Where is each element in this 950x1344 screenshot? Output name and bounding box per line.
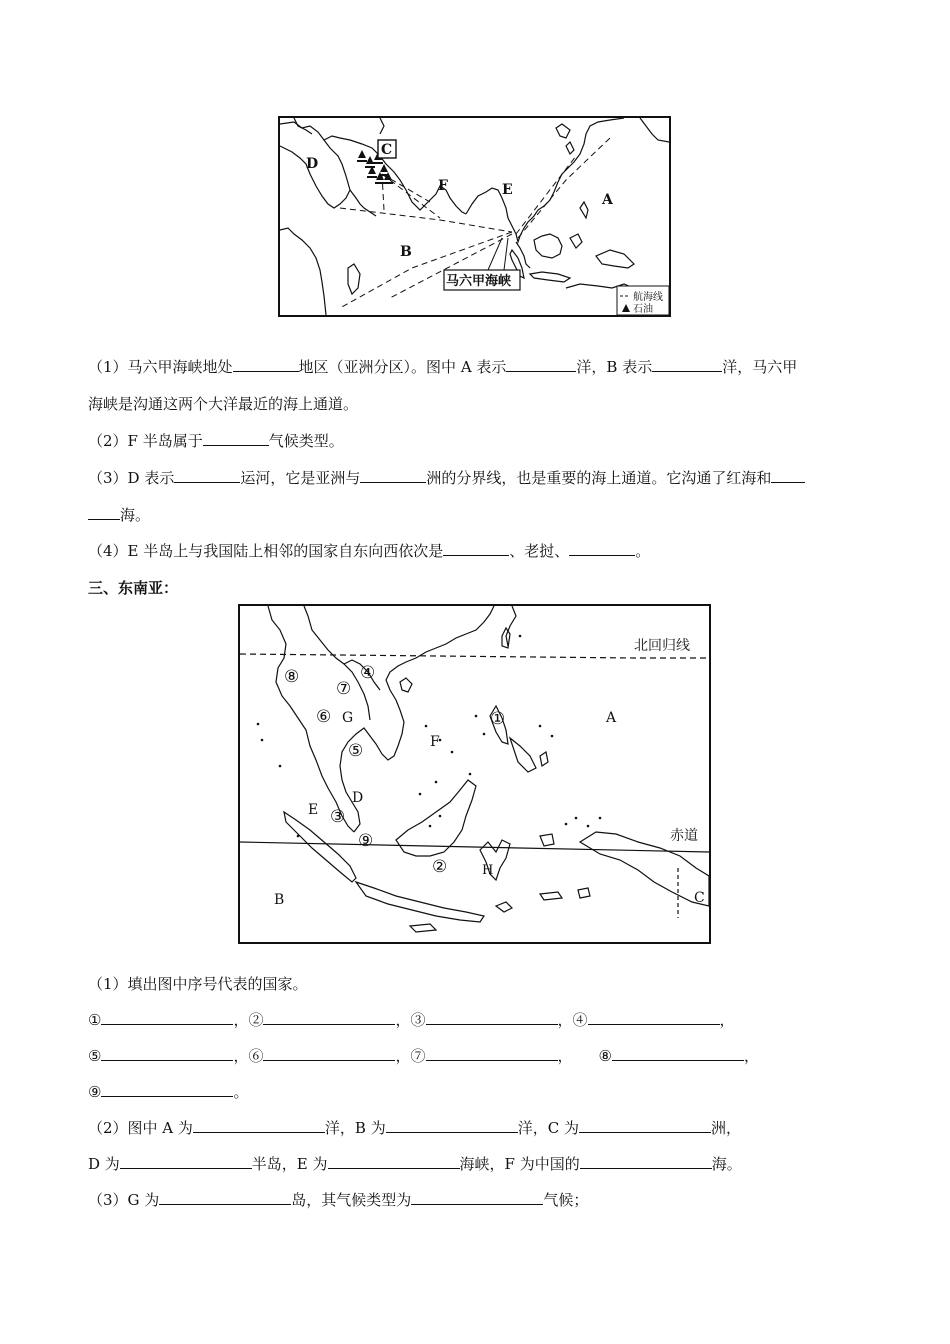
q2-part2-line1: （2）图中 A 为 洋，B 为 洋，C 为 洲， [88, 1119, 741, 1137]
blank[interactable] [233, 356, 299, 372]
label-b: B [400, 244, 412, 260]
marker-8: ⑧ [284, 667, 300, 687]
marker-5: ⑤ [348, 741, 364, 761]
blank[interactable] [120, 1153, 252, 1169]
label-d: D [352, 790, 364, 806]
blank[interactable] [652, 356, 722, 372]
blank[interactable] [193, 1117, 325, 1133]
section-title: 三、东南亚： [88, 579, 179, 597]
label-c: C [694, 890, 705, 906]
marker-2: ② [432, 857, 448, 877]
marker-9: ⑨ [358, 831, 374, 851]
q1-line1: （1）马六甲海峡地处 地区（亚洲分区）。图中 A 表示 洋，B 表示 洋，马六甲 [88, 358, 798, 376]
tropic-label: 北回归线 [634, 638, 690, 654]
label-e: E [502, 182, 513, 198]
label-f: F [430, 734, 440, 750]
q2-row2: ⑤ ，⑥ ，⑦ ， ⑧ ， [88, 1047, 759, 1065]
q2-intro: （1）填出图中序号代表的国家。 [88, 975, 308, 993]
label-g: G [342, 710, 354, 726]
q2-row1: ① ，② ，③ ，④ ， [88, 1011, 735, 1029]
legend-oil: 石油 [633, 304, 653, 315]
blank[interactable] [426, 1045, 558, 1061]
blank[interactable] [263, 1009, 395, 1025]
q2-part3: （3）G 为 岛，其气候类型为 气候； [88, 1191, 589, 1209]
label-c: C [381, 142, 393, 158]
q1-line4: （3）D 表示 运河，它是亚洲与 洲的分界线，也是重要的海上通道。它沟通了红海和 [88, 467, 805, 489]
blank[interactable] [612, 1045, 744, 1061]
blank[interactable] [580, 1153, 712, 1169]
q2-part2-line2: D 为 半岛，E 为 海峡，F 为中国的 海。 [88, 1155, 742, 1173]
blank[interactable] [88, 504, 120, 520]
blank[interactable] [159, 1189, 291, 1205]
blank[interactable] [771, 467, 805, 483]
q1-line2: 海峡是沟通这两个大洋最近的海上通道。 [88, 395, 359, 413]
legend-route: 航海线 [633, 292, 663, 303]
marker-1: ① [490, 709, 506, 729]
strait-label: 马六甲海峡 [446, 274, 512, 289]
blank[interactable] [443, 540, 509, 556]
marker-3: ③ [330, 807, 346, 827]
blank[interactable] [411, 1189, 543, 1205]
blank[interactable] [569, 540, 635, 556]
label-f: F [438, 178, 448, 194]
marker-4: ④ [360, 663, 376, 683]
marker-6: ⑥ [316, 707, 332, 727]
blank[interactable] [579, 1117, 711, 1133]
blank[interactable] [203, 430, 269, 446]
label-d: D [306, 156, 319, 172]
blank[interactable] [263, 1045, 395, 1061]
label-e: E [308, 802, 319, 818]
label-h: H [482, 863, 494, 878]
marker-7: ⑦ [336, 679, 352, 699]
blank[interactable] [174, 467, 240, 483]
label-b: B [274, 892, 285, 908]
q1-line6: （4）E 半岛上与我国陆上相邻的国家自东向西依次是 、老挝、 。 [88, 542, 651, 560]
map-southeast-asia [238, 604, 711, 944]
blank[interactable] [101, 1045, 233, 1061]
q1-line3: （2）F 半岛属于 气候类型。 [88, 432, 344, 450]
equator-label: 赤道 [670, 828, 698, 844]
blank[interactable] [328, 1153, 460, 1169]
blank[interactable] [360, 467, 426, 483]
label-a: A [602, 192, 613, 208]
map-south-asia-routes [278, 116, 671, 317]
blank[interactable] [101, 1081, 233, 1097]
label-a: A [606, 710, 617, 726]
q1-line5: 海。 [88, 504, 150, 526]
blank[interactable] [101, 1009, 233, 1025]
blank[interactable] [426, 1009, 558, 1025]
q2-row3: ⑨ 。 [88, 1083, 249, 1101]
blank[interactable] [386, 1117, 518, 1133]
blank[interactable] [506, 356, 576, 372]
blank[interactable] [588, 1009, 720, 1025]
